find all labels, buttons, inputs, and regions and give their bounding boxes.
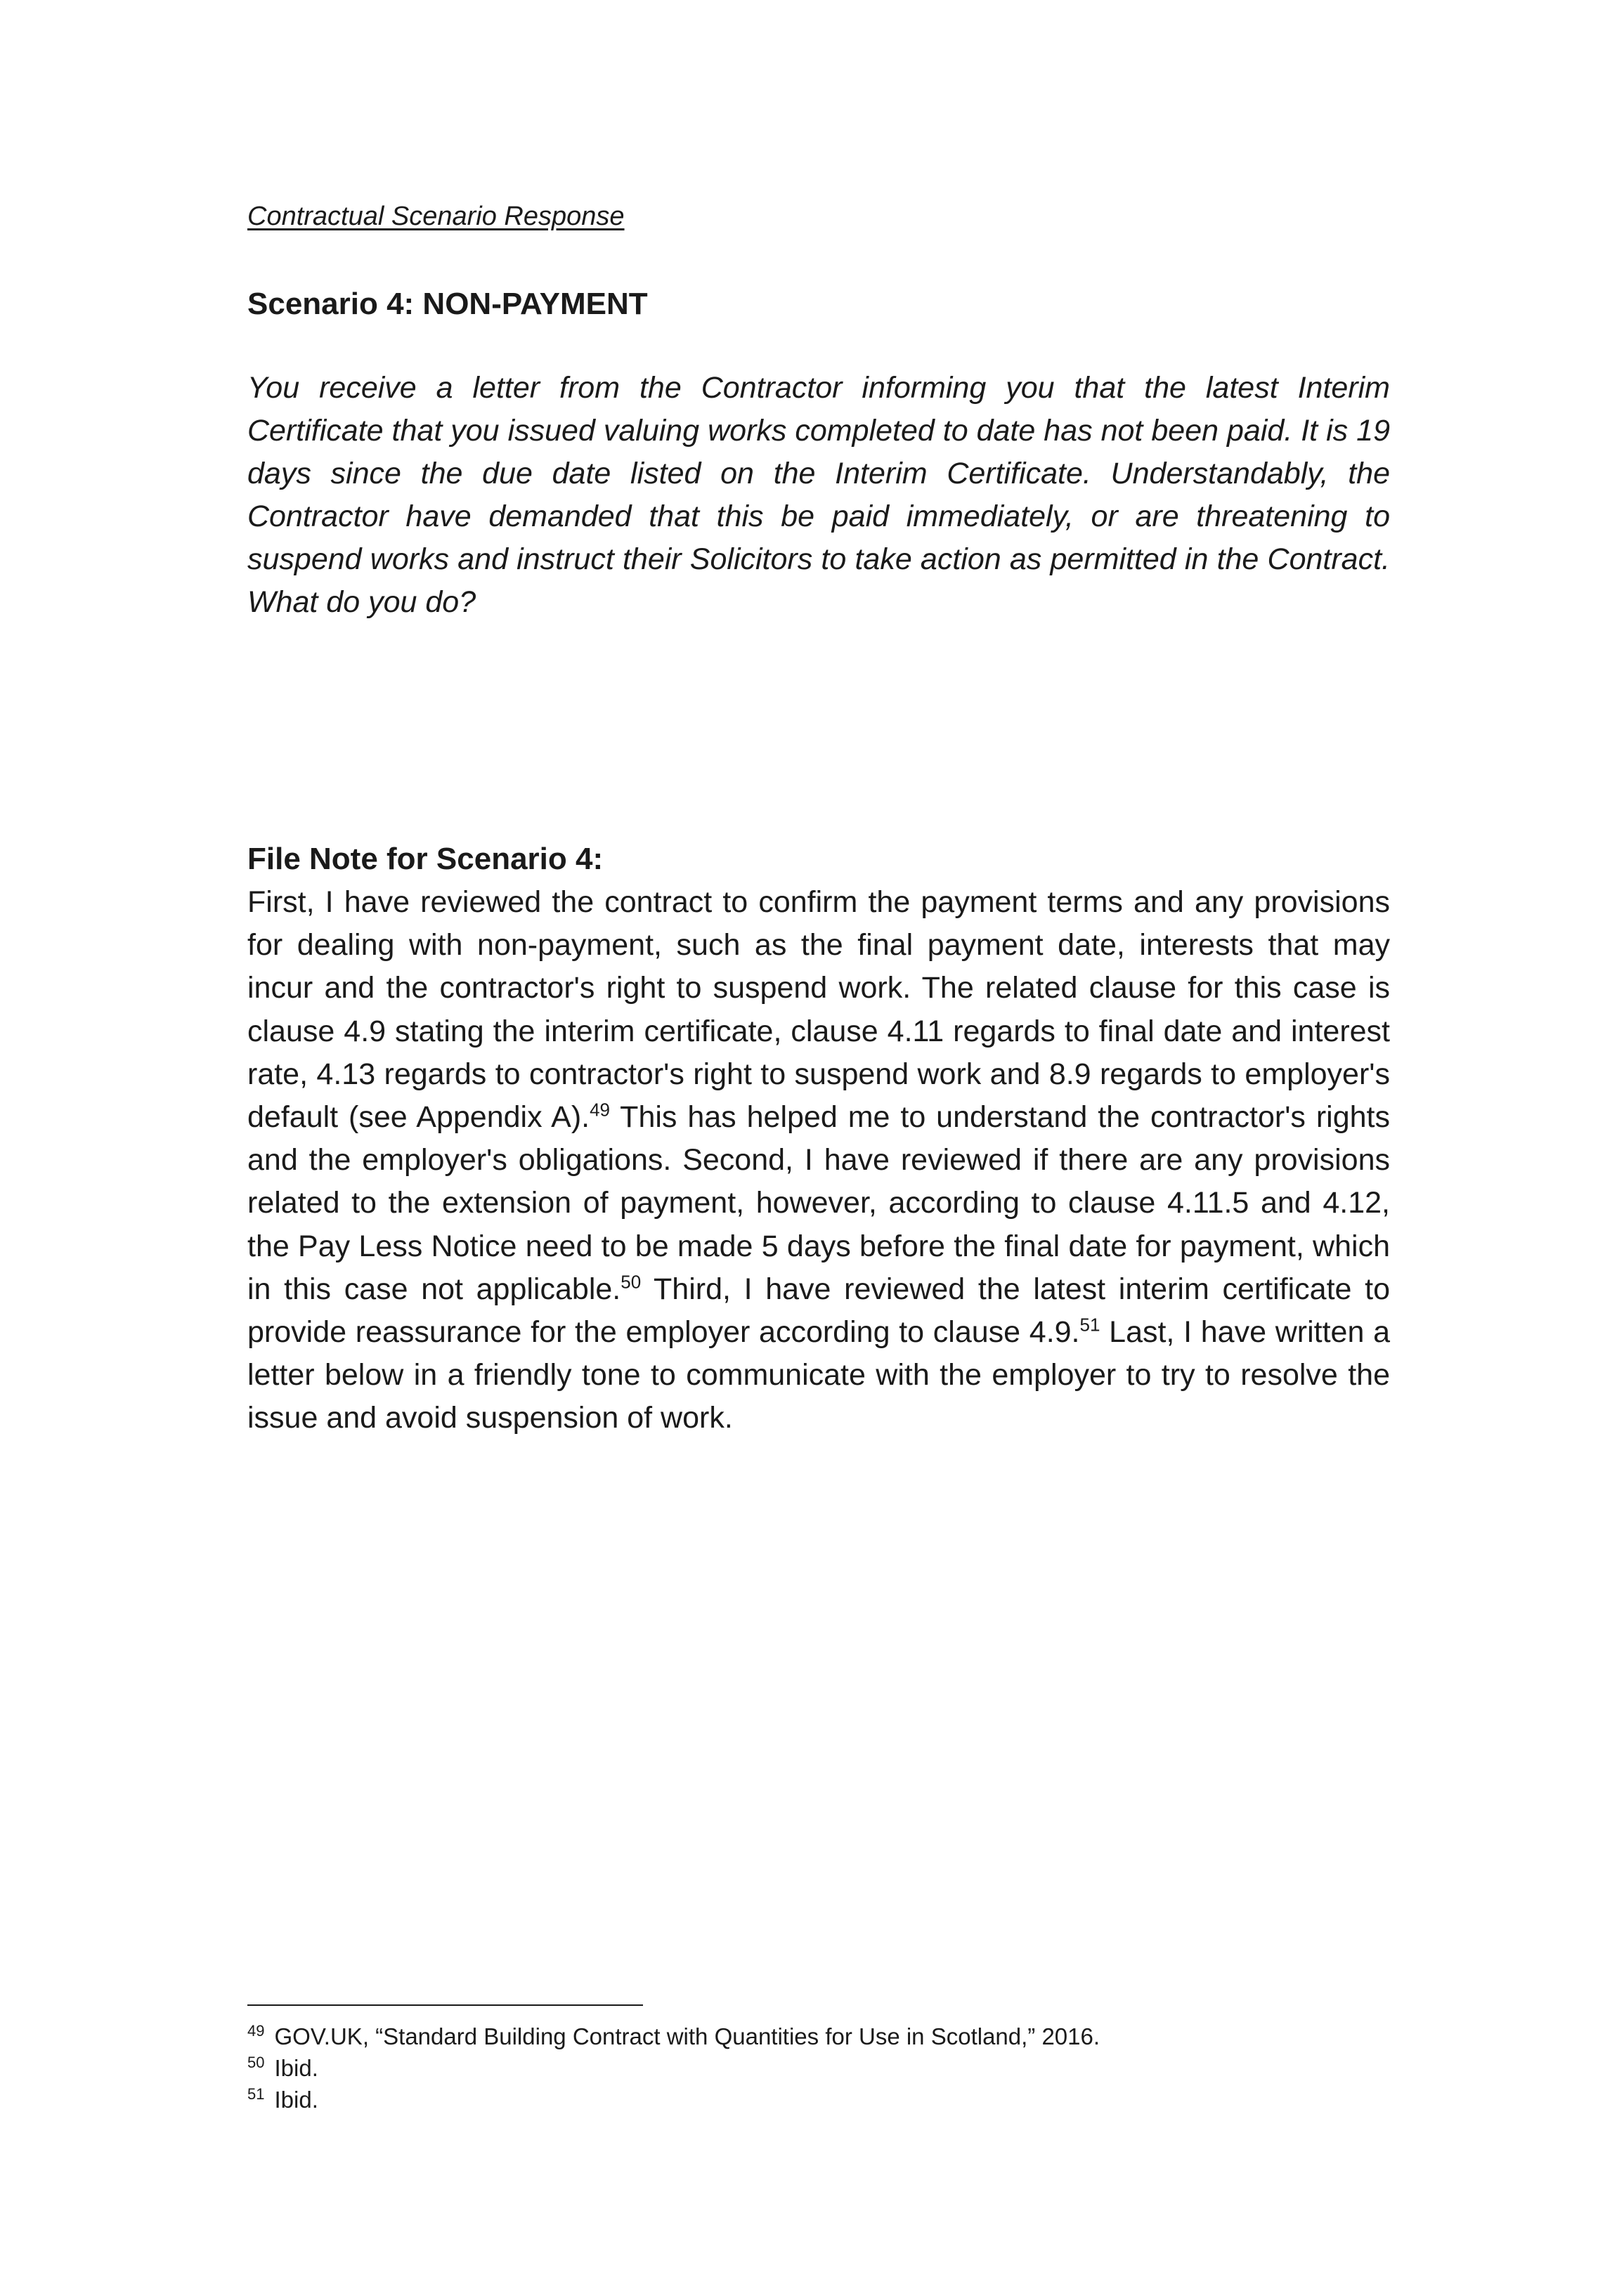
- footnotes: [247, 2021, 1100, 2115]
- file-note-body: [247, 881, 1390, 1440]
- footnote-51: [247, 2084, 1100, 2115]
- footnote-50: [247, 2052, 1100, 2084]
- footnote-ref-49: 49: [590, 1099, 611, 1121]
- footnote-separator: [247, 2004, 643, 2006]
- footnote-number: 51: [247, 2085, 265, 2103]
- footnote-text: Ibid.: [274, 2087, 318, 2113]
- footnote-number: 49: [247, 2022, 265, 2040]
- footnote-text: GOV.UK, “Standard Building Contract with Quantities for Use in Scotland,” 2016.: [274, 2023, 1100, 2049]
- file-note-text-part-1: First, I have reviewed the contract to confirm the payment terms and any provisions for dealing with non-payment, such as the final payment date, interests that may incur and the contractor's right to suspend work. The related clause for this case is clause 4.9 stating the interim certificate, clause 4.11 regards to final date and interest rate, 4.13 regards to contractor's right to suspend work and 8.9 regards to employer's default (see Appendix A).: [247, 885, 1390, 1135]
- file-note-text-part-4: Last, I have written a letter below in a friendly tone to communicate with the employer to try to resolve the issue and avoid suspension of work.: [247, 1315, 1390, 1435]
- scenario-title: Scenario 4: NON-PAYMENT: [247, 287, 648, 321]
- document-header-label: Contractual Scenario Response: [247, 202, 625, 231]
- footnote-text: Ibid.: [274, 2055, 318, 2081]
- file-note-text-part-3: Third, I have reviewed the latest interim certificate to provide reassurance for the employer according to clause 4.9.: [247, 1272, 1390, 1350]
- footnote-ref-50: 50: [621, 1271, 642, 1293]
- footnote-ref-51: 51: [1079, 1314, 1100, 1336]
- scenario-description: You receive a letter from the Contractor informing you that the latest Interim Certificate that you issued valuing works completed to date has not been paid. It is 19 days since the due date listed on the Interim Certificate. Understandably, the Contractor have demanded that this be paid immediately, or are threatening to suspend works and instruct their Solicitors to take action as permitted in the Contract. What do you do?: [247, 371, 1390, 619]
- footnote-number: 50: [247, 2054, 265, 2071]
- file-note-text-part-2: This has helped me to understand the contractor's rights and the employer's obligations. Second, I have reviewed if there are any provisions related to the extension of payment, however, according to clause 4.11.5 and 4.12, the Pay Less Notice need to be made 5 days before the final date for payment, which in this case not applicable.: [247, 1100, 1390, 1306]
- file-note-title: File Note for Scenario 4:: [247, 842, 604, 876]
- footnote-49: [247, 2021, 1100, 2052]
